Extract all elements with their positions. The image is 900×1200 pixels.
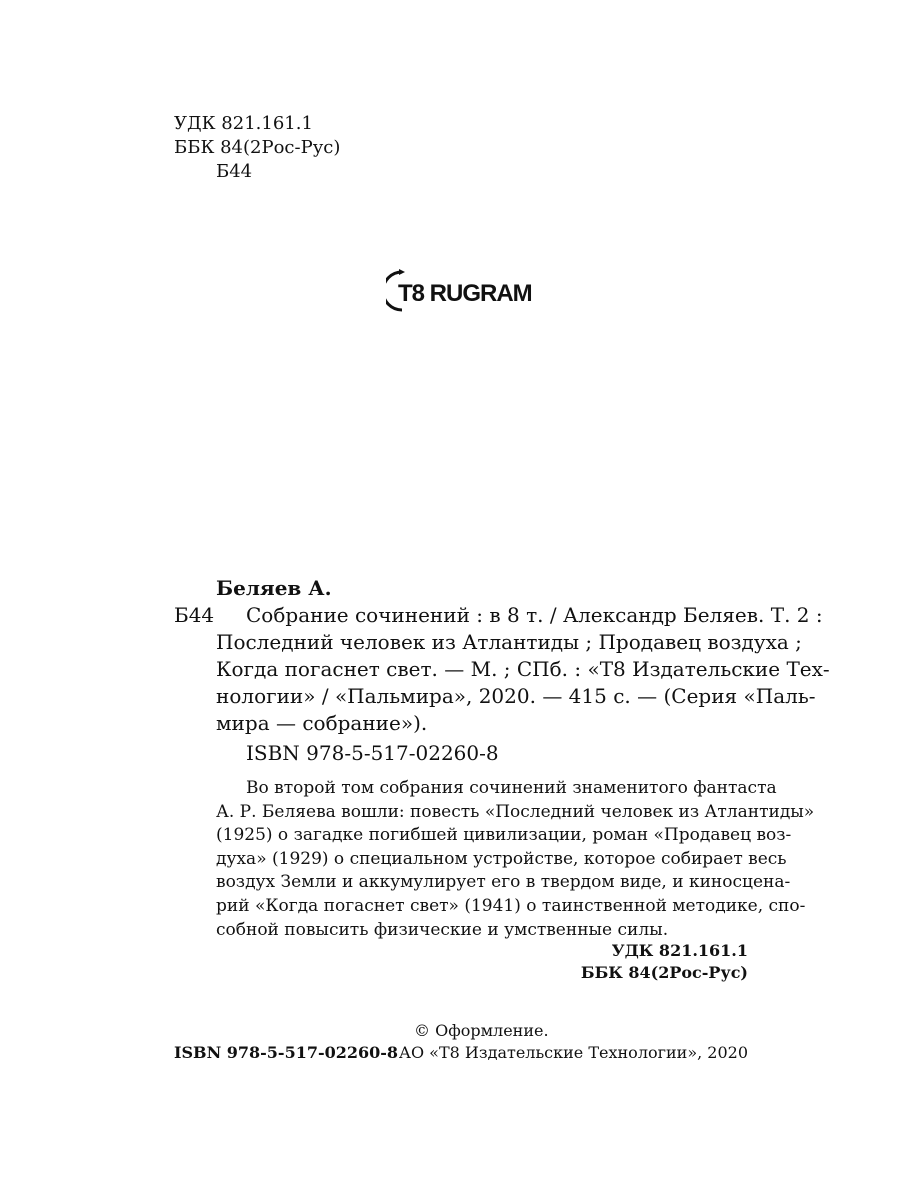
t8-rugram-logo-icon xyxy=(386,268,536,314)
annotation-line: А. Р. Беляева вошли: повесть «Последний человек из Атлантиды» xyxy=(216,801,815,822)
publisher-logo xyxy=(386,268,536,314)
description-line: мира — собрание»). xyxy=(216,711,428,735)
annotation-line: собной повысить физические и умственные силы. xyxy=(216,919,669,940)
annotation-line: Во второй том собрания сочинений знаменитого фантаста xyxy=(246,778,777,798)
annotation-line: воздух Земли и аккумулирует его в твердом виде, и киносцена- xyxy=(216,872,791,893)
annotation-line: духа» (1929) о специальном устройстве, которое собирает весь xyxy=(216,848,787,869)
description-line: Последний человек из Атлантиды ; Продавец воздуха ; xyxy=(216,630,802,654)
bibliographic-description xyxy=(216,602,830,737)
annotation-line: (1925) о загадке погибшей цивилизации, роман «Продавец воз- xyxy=(216,825,792,846)
author-code-header: Б44 xyxy=(216,161,253,182)
annotation-line: рий «Когда погаснет свет» (1941) о таинственной методике, спо- xyxy=(216,895,806,916)
bbk-footer: ББК 84(2Рос-Рус) xyxy=(580,963,748,982)
isbn-entry: ISBN 978-5-517-02260-8 xyxy=(246,741,499,765)
udk-footer: УДК 821.161.1 xyxy=(611,941,748,960)
bbk-header: ББК 84(2Рос-Рус) xyxy=(174,137,341,158)
annotation xyxy=(216,777,815,942)
author-code: Б44 xyxy=(174,603,215,627)
copyright-line-2: АО «Т8 Издательские Технологии», 2020 xyxy=(398,1043,748,1062)
description-line: нологии» / «Пальмира», 2020. — 415 с. — (Серия «Паль- xyxy=(216,684,816,708)
udk-header: УДК 821.161.1 xyxy=(174,113,313,134)
author-name: Беляев А. xyxy=(216,576,332,600)
svg-text:T8 RUGRAM: T8 RUGRAM xyxy=(398,280,532,307)
copyright-line-1: © Оформление. xyxy=(414,1021,549,1040)
description-line: Когда погаснет свет. — М. ; СПб. : «Т8 Издательские Тех- xyxy=(216,657,830,681)
isbn-footer: ISBN 978-5-517-02260-8 xyxy=(174,1043,399,1062)
description-line: Собрание сочинений : в 8 т. / Александр Беляев. Т. 2 : xyxy=(246,603,823,627)
